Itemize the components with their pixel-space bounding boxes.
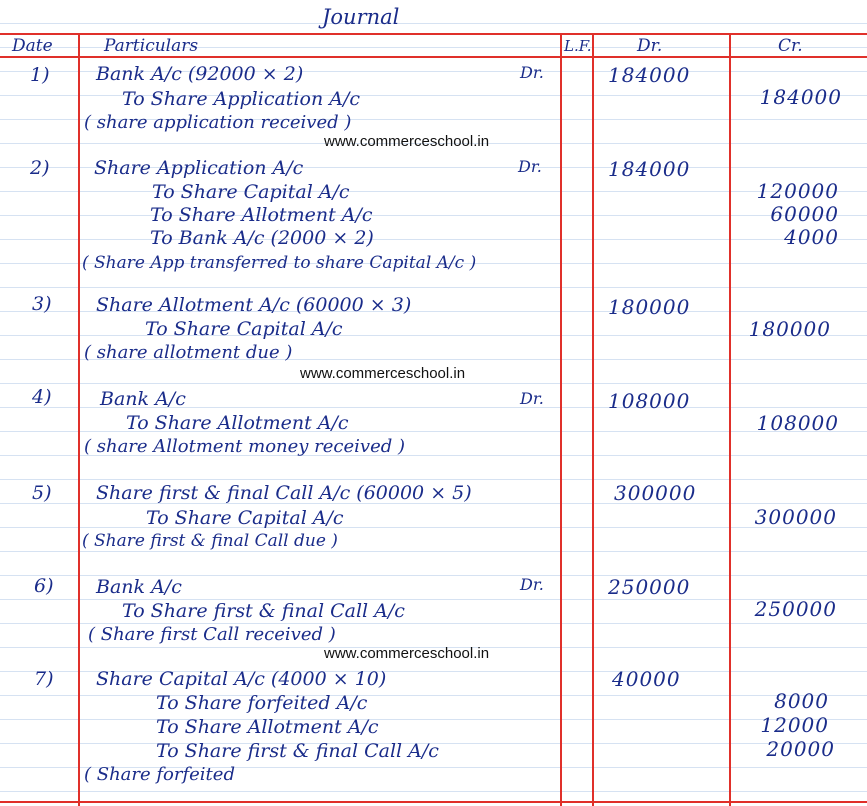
credit-amount: 300000 [754, 505, 837, 529]
header-particulars: Particulars [104, 36, 199, 56]
credit-amount: 250000 [754, 597, 837, 621]
credit-amount: 20000 [766, 737, 835, 761]
credit-account: To Share Application A/c [122, 88, 360, 110]
header-lf: L.F. [564, 37, 592, 55]
debit-account: Share Capital A/c (4000 × 10) [96, 668, 387, 690]
dr-column-rule [729, 34, 731, 806]
narration: ( share application received ) [84, 112, 352, 133]
narration: ( Share first Call received ) [88, 624, 336, 645]
debit-amount: 108000 [608, 389, 691, 413]
credit-account: To Share first & final Call A/c [122, 600, 405, 622]
journal-title: Journal [322, 5, 400, 29]
dr-marker: Dr. [518, 157, 542, 176]
debit-account: Share Application A/c [94, 157, 304, 179]
dr-marker: Dr. [520, 389, 544, 408]
watermark: www.commerceschool.in [324, 133, 490, 150]
debit-account: Share Allotment A/c (60000 × 3) [96, 294, 412, 316]
header-cr: Cr. [778, 36, 803, 56]
credit-amount: 12000 [760, 713, 829, 737]
particulars-column-rule [560, 34, 562, 806]
credit-account: To Share Allotment A/c [156, 716, 379, 738]
lf-column-rule [592, 34, 594, 806]
narration: ( share allotment due ) [84, 342, 293, 363]
credit-amount: 184000 [759, 85, 842, 109]
credit-account: To Share Capital A/c [145, 318, 343, 340]
credit-account: To Share Allotment A/c [126, 412, 349, 434]
debit-amount: 180000 [608, 295, 691, 319]
debit-account: Bank A/c (92000 × 2) [96, 63, 304, 85]
credit-account: To Share Allotment A/c [150, 204, 373, 226]
credit-amount: 108000 [756, 411, 839, 435]
credit-amount: 60000 [770, 202, 839, 226]
entry-number: 3) [32, 293, 52, 315]
entry-number: 2) [30, 157, 50, 179]
entry-number: 6) [34, 575, 54, 597]
entry-number: 1) [30, 64, 50, 86]
debit-account: Share first & final Call A/c (60000 × 5) [96, 482, 472, 504]
credit-account: To Share Capital A/c [152, 181, 350, 203]
credit-account: To Bank A/c (2000 × 2) [150, 227, 374, 249]
header-dr: Dr. [637, 36, 663, 56]
credit-account: To Share first & final Call A/c [156, 740, 439, 762]
entry-number: 5) [32, 482, 52, 504]
credit-amount: 8000 [774, 689, 829, 713]
watermark: www.commerceschool.in [300, 365, 466, 382]
header-date: Date [12, 36, 53, 56]
narration: ( Share App transferred to share Capital A/c ) [82, 253, 477, 273]
entry-number: 7) [34, 668, 54, 690]
narration: ( Share forfeited [84, 764, 235, 785]
dr-marker: Dr. [520, 575, 544, 594]
debit-account: Bank A/c [100, 388, 186, 410]
dr-marker: Dr. [520, 63, 544, 82]
debit-amount: 184000 [608, 157, 691, 181]
debit-amount: 40000 [612, 667, 681, 691]
footer-rule [0, 801, 867, 803]
narration: ( Share first & final Call due ) [82, 531, 338, 551]
date-column-rule [78, 34, 80, 806]
debit-amount: 184000 [608, 63, 691, 87]
entry-number: 4) [32, 386, 52, 408]
credit-amount: 120000 [756, 179, 839, 203]
watermark: www.commerceschool.in [324, 645, 490, 662]
credit-amount: 4000 [784, 225, 839, 249]
credit-account: To Share forfeited A/c [156, 692, 368, 714]
debit-amount: 300000 [614, 481, 697, 505]
debit-account: Bank A/c [96, 576, 182, 598]
credit-amount: 180000 [748, 317, 831, 341]
narration: ( share Allotment money received ) [84, 436, 406, 457]
credit-account: To Share Capital A/c [146, 507, 344, 529]
debit-amount: 250000 [608, 575, 691, 599]
